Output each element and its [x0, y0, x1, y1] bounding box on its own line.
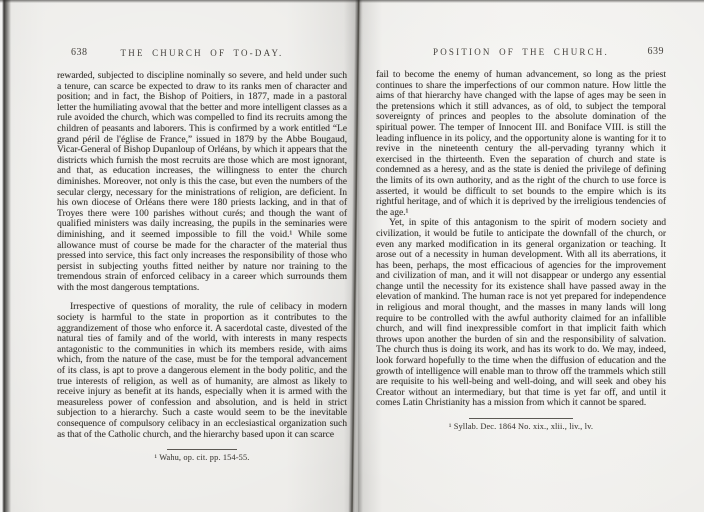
paragraph: Irrespective of questions of morality, the rule of celibacy in modern society is harmful to the state in proportion as it contributes to the aggrandizement of those who enforce it. A sacerdotal caste, divested of the natural ties of family and of the world, with interests in many respects antagonistic to the communities in which its members reside, with aims which, from the nature of the case, must be for the temporal advancement of its class, is apt to prove a dangerous element in the body politic, and the true interests of religion, as well as of humanity, are almost as likely to receive injury as benefit at its hands, especially when it is armed with the measureless power of confession and absolution, and is held in strict subjection to a hierarchy. Such a caste would seem to be the inevitable consequence of compulsory celibacy in an ecclesiastical organization such as that of the Catholic church, and the hierarchy based upon it can scarce	[57, 302, 347, 440]
right-page-header	[376, 47, 666, 60]
right-running-head: POSITION OF THE CHURCH.	[433, 47, 609, 57]
right-footnote: ¹ Syllab. Dec. 1864 No. xix., xlii., liv., lv.	[448, 422, 594, 431]
scan-top-edge	[0, 0, 704, 3]
left-page-header	[57, 48, 347, 61]
paragraph: Yet, in spite of this antagonism to the spirit of modern society and civilization, it would be futile to anticipate the downfall of the church, or even any marked modification in its general organization or teaching. It arose out of a necessity in human development. With all its aberrations, it has been, perhaps, the most efficacious of agencies for the improvement and civilization of man, and it will not disappear or undergo any essential change until the necessity for its existence shall have passed away in the elevation of mankind. The human race is not yet prepared for independence in religious and moral thought, and the masses in many lands will long require to be controlled with the awful authority claimed for an infallible church, and will find inexpressible comfort in that implicit faith which throws upon another the burden of sin and the responsibility of salvation. The church thus is doing its work, and has its work to do. We may, indeed, look forward hopefully to the time when the diffusion of education and the growth of intelligence will enable man to throw off the trammels which still are requisite to his well-being and well-doing, and will seek and obey his Creator without an intermediary, but that time is yet far off, and until it comes Latin Christianity has a mission from which it cannot be spared.	[376, 218, 666, 409]
left-page-number: 638	[71, 47, 88, 58]
footnote-rule	[469, 418, 573, 419]
scan-left-edge	[0, 0, 11, 512]
left-footnote: ¹ Wahu, op. cit. pp. 154-55.	[154, 453, 250, 463]
footnote-rule	[167, 449, 237, 450]
right-page-content	[376, 47, 666, 431]
left-running-head: THE CHURCH OF TO-DAY.	[120, 48, 284, 58]
paragraph: fail to become the enemy of human advancement, so long as the priest continues to share the imperfections of our common nature. How little the aims of that hierarchy have changed with the lapse of ages may be seen in the pretensions which it still advances, as of old, to subject the temporal sovereignty of princes and peoples to the absolute domination of the spiritual power. The temper of Innocent III. and Boniface VIII. is still the leading influence in its policy, and the opportunity alone is wanting for it to revive in the nineteenth century the all-pervading tyranny which it exercised in the thirteenth. Even the separation of church and state is condemned as a heresy, and as the state is denied the privilege of defining the limits of its own authority, and as the right of the church to use force is asserted, it would be difficult to set bounds to the empire which is its rightful heritage, and of which it is deprived by the irreligious tendencies of the age.¹	[376, 70, 666, 218]
right-page-number: 639	[647, 46, 664, 57]
left-page-content	[57, 48, 347, 462]
right-page	[358, 0, 704, 512]
paragraph: rewarded, subjected to discipline nominally so severe, and held under such a tenure, can scarce be expected to draw to its ranks men of character and position; and in fact, the Bishop of Poitiers, in 1877, made in a pastoral letter the humiliating avowal that the better and more intelligent classes as a rule avoided the church, which was compelled to find its recruits among the children of peasants and laborers. This is confirmed by a work entitled “Le grand péril de l'église de France,” issued in 1879 by the Abbe Bougaud, Vicar-General of Bishop Dupanloup of Orléans, by which it appears that the districts which furnish the most recruits are those which are most ignorant, and that, as education increases, the willingness to enter the church diminishes. Moreover, not only is this the case, but even the numbers of the secular clergy, necessary for the ministrations of religion, are deficient. In his own diocese of Orléans there were 180 priests lacking, and in that of Troyes there were 100 parishes without curés; and though the want of qualified ministers was daily increasing, the pupils in the seminaries were diminishing, and it seemed impossible to fill the void.¹ While some allowance must of course be made for the character of the material thus pressed into service, this fact only increases the responsibility of those who persist in subjecting youths fitted neither by nature nor training to the tremendous strain of enforced celibacy in a career which surrounds them with the most dangerous temptations.	[57, 71, 347, 293]
